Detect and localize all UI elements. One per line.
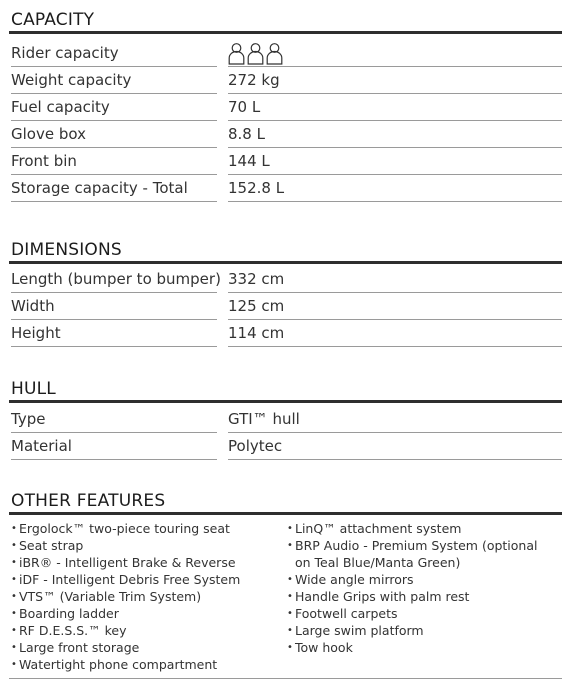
spec-row-length	[9, 266, 562, 293]
feature-item: • Watertight phone compartment	[10, 656, 240, 673]
feature-item	[286, 537, 537, 571]
feature-item: • Ergolock™ two-piece touring seat	[10, 520, 240, 537]
capacity-title: CAPACITY	[9, 9, 562, 34]
dimensions-section	[9, 239, 562, 347]
feature-text-line: • BRP Audio - Premium System (optional	[295, 538, 538, 553]
feature-item: • LinQ™ attachment system	[286, 520, 537, 537]
other-features-header	[9, 490, 562, 512]
spec-row-fuel-capacity	[9, 94, 562, 121]
capacity-section	[9, 9, 562, 202]
feature-item: • RF D.E.S.S.™ key	[10, 622, 240, 639]
spec-row-material	[9, 433, 562, 460]
feature-item: • Large swim platform	[286, 622, 537, 639]
feature-item: • Boarding ladder	[10, 605, 240, 622]
spec-value	[228, 40, 562, 67]
spec-label: Type	[11, 406, 217, 433]
other-features-list	[9, 514, 562, 679]
dimensions-title: DIMENSIONS	[9, 239, 562, 264]
spec-row-type	[9, 406, 562, 433]
feature-text-line: on Teal Blue/Manta Green)	[295, 555, 461, 570]
spec-label: Weight capacity	[11, 67, 217, 94]
spec-row-width	[9, 293, 562, 320]
feature-item: • iDF - Intelligent Debris Free System	[10, 571, 240, 588]
spec-row-weight-capacity	[9, 67, 562, 94]
spec-label: Width	[11, 293, 217, 320]
feature-item: • iBR® - Intelligent Brake & Reverse	[10, 554, 240, 571]
spec-label: Front bin	[11, 148, 217, 175]
spec-label: Rider capacity	[11, 40, 217, 67]
rider-capacity-icons	[228, 43, 283, 65]
other-features-title: OTHER FEATURES	[9, 490, 562, 515]
spec-value: 114 cm	[228, 320, 562, 347]
person-icon	[247, 43, 264, 65]
spec-value: 272 kg	[228, 67, 562, 94]
spec-label: Fuel capacity	[11, 94, 217, 121]
spec-label: Glove box	[11, 121, 217, 148]
spec-value: 70 L	[228, 94, 562, 121]
spec-value: 152.8 L	[228, 175, 562, 202]
feature-item: • VTS™ (Variable Trim System)	[10, 588, 240, 605]
spec-label: Storage capacity - Total	[11, 175, 217, 202]
feature-item: • Wide angle mirrors	[286, 571, 537, 588]
spec-value: 332 cm	[228, 266, 562, 293]
feature-item: • Seat strap	[10, 537, 240, 554]
features-left-column	[10, 520, 240, 673]
spec-row-rider-capacity	[9, 40, 562, 67]
person-icon	[266, 43, 283, 65]
feature-item: • Footwell carpets	[286, 605, 537, 622]
hull-section	[9, 378, 562, 460]
spec-value: 144 L	[228, 148, 562, 175]
feature-item: • Tow hook	[286, 639, 537, 656]
spec-label: Length (bumper to bumper)	[11, 266, 217, 293]
spec-row-storage-total	[9, 175, 562, 202]
hull-title: HULL	[9, 378, 562, 403]
spec-value: Polytec	[228, 433, 562, 460]
spec-row-glove-box	[9, 121, 562, 148]
spec-row-front-bin	[9, 148, 562, 175]
features-right-column	[286, 520, 537, 656]
person-icon	[228, 43, 245, 65]
feature-item: • Handle Grips with palm rest	[286, 588, 537, 605]
spec-value: 8.8 L	[228, 121, 562, 148]
spec-row-height	[9, 320, 562, 347]
spec-value: GTI™ hull	[228, 406, 562, 433]
feature-item: • Large front storage	[10, 639, 240, 656]
spec-label: Height	[11, 320, 217, 347]
spec-label: Material	[11, 433, 217, 460]
spec-value: 125 cm	[228, 293, 562, 320]
